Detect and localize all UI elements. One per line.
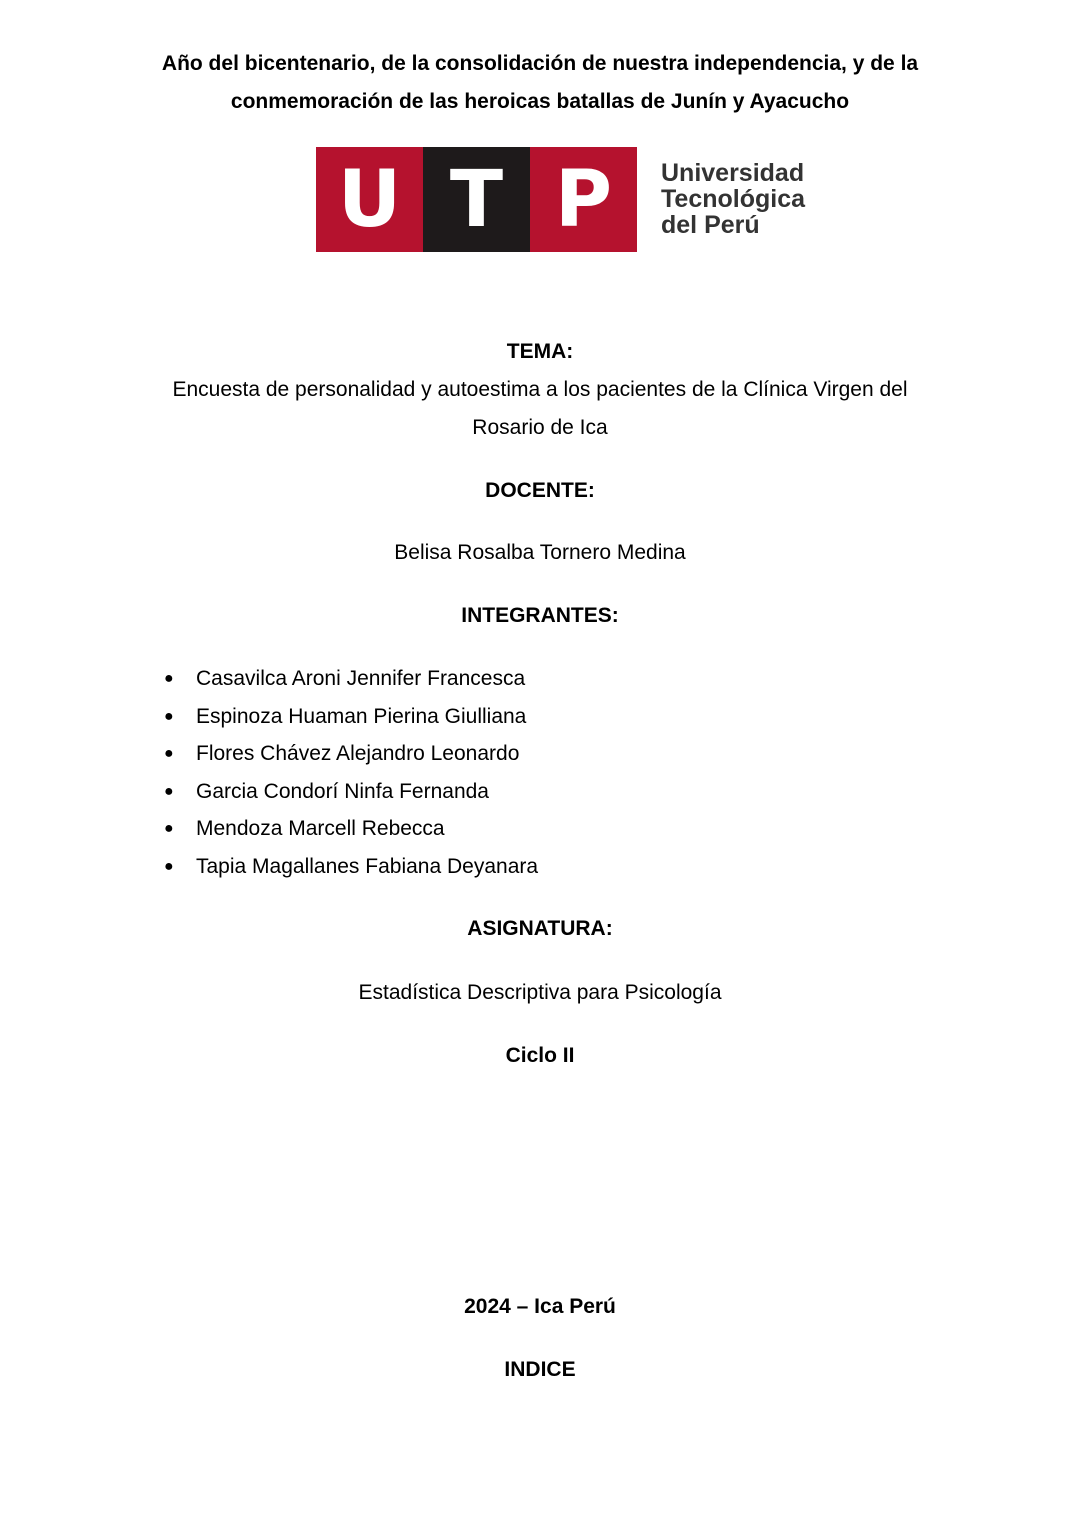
bullet-icon: ●	[164, 782, 174, 800]
bullet-icon: ●	[164, 745, 174, 763]
list-item	[164, 735, 538, 773]
member-name: Mendoza Marcell Rebecca	[196, 817, 445, 841]
logo-name-line: Universidad	[661, 159, 805, 187]
asignatura-value: Estadística Descriptiva para Psicología	[358, 981, 722, 1004]
header-line-2: conmemoración de las heroicas batallas de Junín y Ayacucho	[230, 90, 850, 113]
member-name: Flores Chávez Alejandro Leonardo	[196, 742, 520, 766]
utp-logo	[316, 147, 637, 252]
ciclo: Ciclo II	[505, 1044, 575, 1067]
header-line-1: Año del bicentenario, de la consolidación de nuestra independencia, y de la	[161, 52, 919, 75]
logo-name-line: del Perú	[661, 211, 760, 239]
integrantes-label: INTEGRANTES:	[461, 604, 619, 627]
bullet-icon: ●	[164, 670, 174, 687]
bullet-icon: ●	[164, 820, 174, 838]
list-item	[164, 698, 538, 736]
member-name: Casavilca Aroni Jennifer Francesca	[196, 667, 526, 690]
logo-name-line: Tecnológica	[661, 185, 806, 213]
logo-letter-p: P	[530, 147, 637, 252]
docente-label: DOCENTE:	[485, 479, 595, 502]
list-item	[164, 848, 538, 886]
indice-heading: INDICE	[504, 1358, 576, 1381]
tema-line-1: Encuesta de personalidad y autoestima a los pacientes de la Clínica Virgen del	[172, 378, 908, 401]
tema-label: TEMA:	[506, 340, 574, 363]
footer-year-place: 2024 – Ica Perú	[464, 1295, 616, 1318]
bullet-icon: ●	[164, 857, 174, 875]
docente-name: Belisa Rosalba Tornero Medina	[394, 541, 686, 564]
member-name: Espinoza Huaman Pierina Giulliana	[196, 704, 527, 728]
list-item	[164, 810, 538, 848]
logo-letter-u: U	[316, 147, 423, 252]
member-name: Garcia Condorí Ninfa Fernanda	[196, 779, 489, 803]
tema-line-2: Rosario de Ica	[472, 416, 608, 439]
bullet-icon: ●	[164, 707, 174, 725]
logo-university-name	[661, 160, 805, 238]
logo-letter-t: T	[423, 147, 530, 252]
member-name: Tapia Magallanes Fabiana Deyanara	[196, 854, 539, 878]
list-item	[164, 773, 538, 811]
asignatura-label: ASIGNATURA:	[467, 917, 613, 940]
members-list	[164, 660, 538, 886]
list-item	[164, 660, 538, 698]
